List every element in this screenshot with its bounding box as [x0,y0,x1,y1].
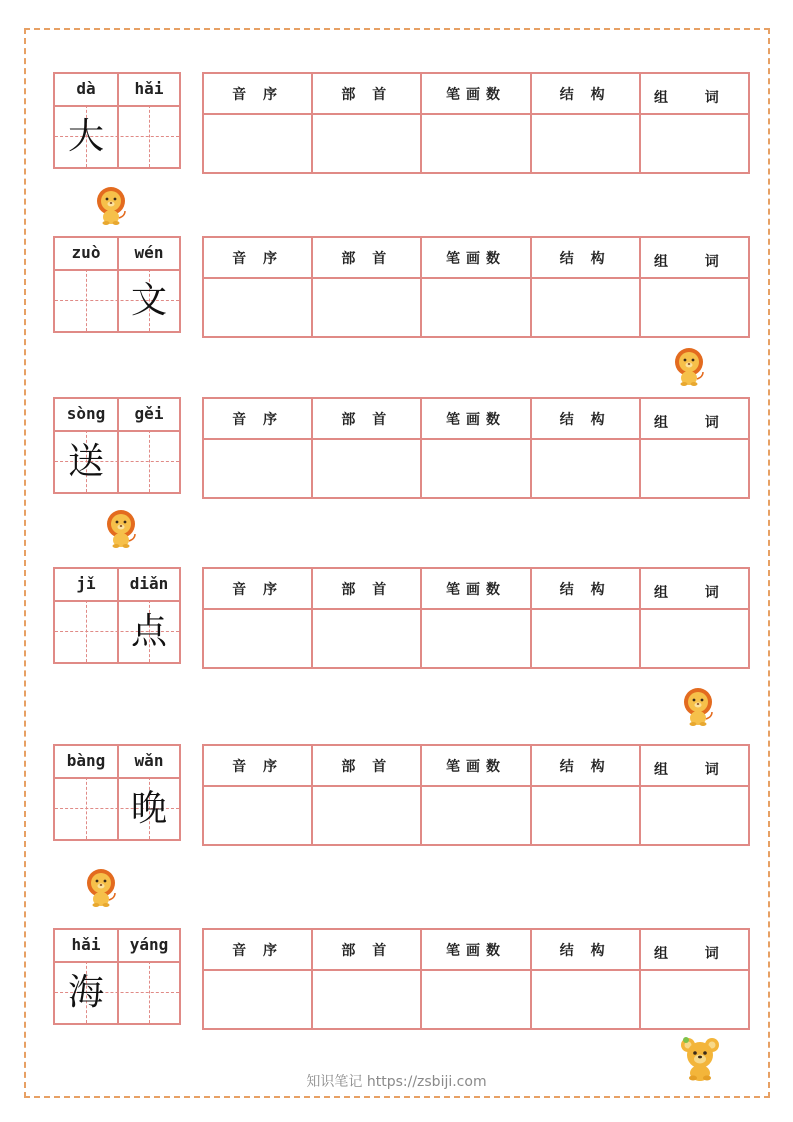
answer-cell[interactable] [640,609,749,668]
answer-cell[interactable] [640,970,749,1029]
pinyin-text: hǎi [134,79,164,98]
column-header: 结 构 [531,929,640,970]
column-header: 结 构 [531,745,640,786]
answer-cell[interactable] [531,970,640,1029]
tian-zi-grid [53,928,181,1025]
column-header: 笔画数 [421,73,530,114]
answer-cell[interactable] [421,114,530,173]
character-info-table [202,567,750,669]
column-header: 结 构 [531,398,640,439]
answer-cell[interactable] [312,786,421,845]
lion-icon [104,509,138,549]
column-header: 部 首 [312,929,421,970]
lion-icon [681,687,715,727]
pinyin-text: jǐ [76,574,96,593]
answer-cell[interactable] [203,786,312,845]
answer-cell[interactable] [312,970,421,1029]
answer-cell[interactable] [640,278,749,337]
hanzi-char [118,106,180,167]
pinyin-text: bàng [66,751,106,770]
column-header: 音 序 [203,929,312,970]
column-header: 音 序 [203,73,312,114]
answer-cell[interactable] [421,970,530,1029]
hanzi-char: 送 [67,441,104,482]
hanzi-char: 点 [130,611,167,652]
column-header: 笔画数 [421,745,530,786]
pinyin-text: dà [76,79,96,98]
column-header: 结 构 [531,568,640,609]
character-info-table [202,397,750,499]
column-header: 部 首 [312,237,421,278]
pinyin-text: wén [134,243,164,262]
column-header: 部 首 [312,745,421,786]
column-header: 结 构 [531,237,640,278]
pinyin-text: gěi [134,404,164,423]
character-info-table [202,928,750,1030]
column-header: 笔画数 [421,568,530,609]
character-info-table [202,72,750,174]
character-info-table [202,236,750,338]
answer-cell[interactable] [203,609,312,668]
pinyin-text: wǎn [134,751,164,770]
column-header: 组 词 [640,929,749,970]
column-header: 音 序 [203,398,312,439]
hanzi-char [55,270,117,331]
answer-cell[interactable] [312,609,421,668]
answer-cell[interactable] [640,439,749,498]
tian-zi-grid [53,744,181,841]
answer-cell[interactable] [203,114,312,173]
answer-cell[interactable] [312,278,421,337]
tian-zi-grid [53,397,181,494]
pinyin-text: sòng [66,404,106,423]
lion-icon [94,186,128,226]
answer-cell[interactable] [640,114,749,173]
column-header: 组 词 [640,568,749,609]
answer-cell[interactable] [531,609,640,668]
pinyin-text: diǎn [129,574,169,593]
answer-cell[interactable] [312,439,421,498]
answer-cell[interactable] [531,439,640,498]
column-header: 笔画数 [421,237,530,278]
hanzi-char: 海 [67,972,104,1013]
hanzi-char: 晚 [130,788,167,829]
column-header: 组 词 [640,398,749,439]
answer-cell[interactable] [203,278,312,337]
column-header: 笔画数 [421,929,530,970]
column-header: 组 词 [640,745,749,786]
answer-cell[interactable] [421,439,530,498]
tian-zi-grid [53,567,181,664]
footer-credit: 知识笔记 https://zsbiji.com [306,1074,487,1090]
hanzi-char [55,778,117,839]
answer-cell[interactable] [421,609,530,668]
hanzi-char [118,962,180,1023]
character-info-table [202,744,750,846]
lion-icon [672,347,706,387]
answer-cell[interactable] [531,278,640,337]
column-header: 音 序 [203,745,312,786]
tian-zi-grid [53,236,181,333]
tian-zi-grid [53,72,181,169]
answer-cell[interactable] [421,278,530,337]
column-header: 部 首 [312,398,421,439]
pinyin-text: hǎi [71,935,101,954]
answer-cell[interactable] [203,970,312,1029]
hanzi-char: 大 [67,116,104,157]
answer-cell[interactable] [640,786,749,845]
column-header: 部 首 [312,568,421,609]
hanzi-char: 文 [130,280,167,321]
pinyin-text: yáng [129,935,169,954]
column-header: 组 词 [640,73,749,114]
column-header: 组 词 [640,237,749,278]
hanzi-char [118,431,180,492]
answer-cell[interactable] [203,439,312,498]
column-header: 音 序 [203,237,312,278]
column-header: 部 首 [312,73,421,114]
answer-cell[interactable] [312,114,421,173]
pinyin-text: zuò [71,243,101,262]
column-header: 音 序 [203,568,312,609]
lion-icon [84,868,118,908]
answer-cell[interactable] [421,786,530,845]
answer-cell[interactable] [531,114,640,173]
hanzi-char [55,601,117,662]
answer-cell[interactable] [531,786,640,845]
column-header: 笔画数 [421,398,530,439]
column-header: 结 构 [531,73,640,114]
